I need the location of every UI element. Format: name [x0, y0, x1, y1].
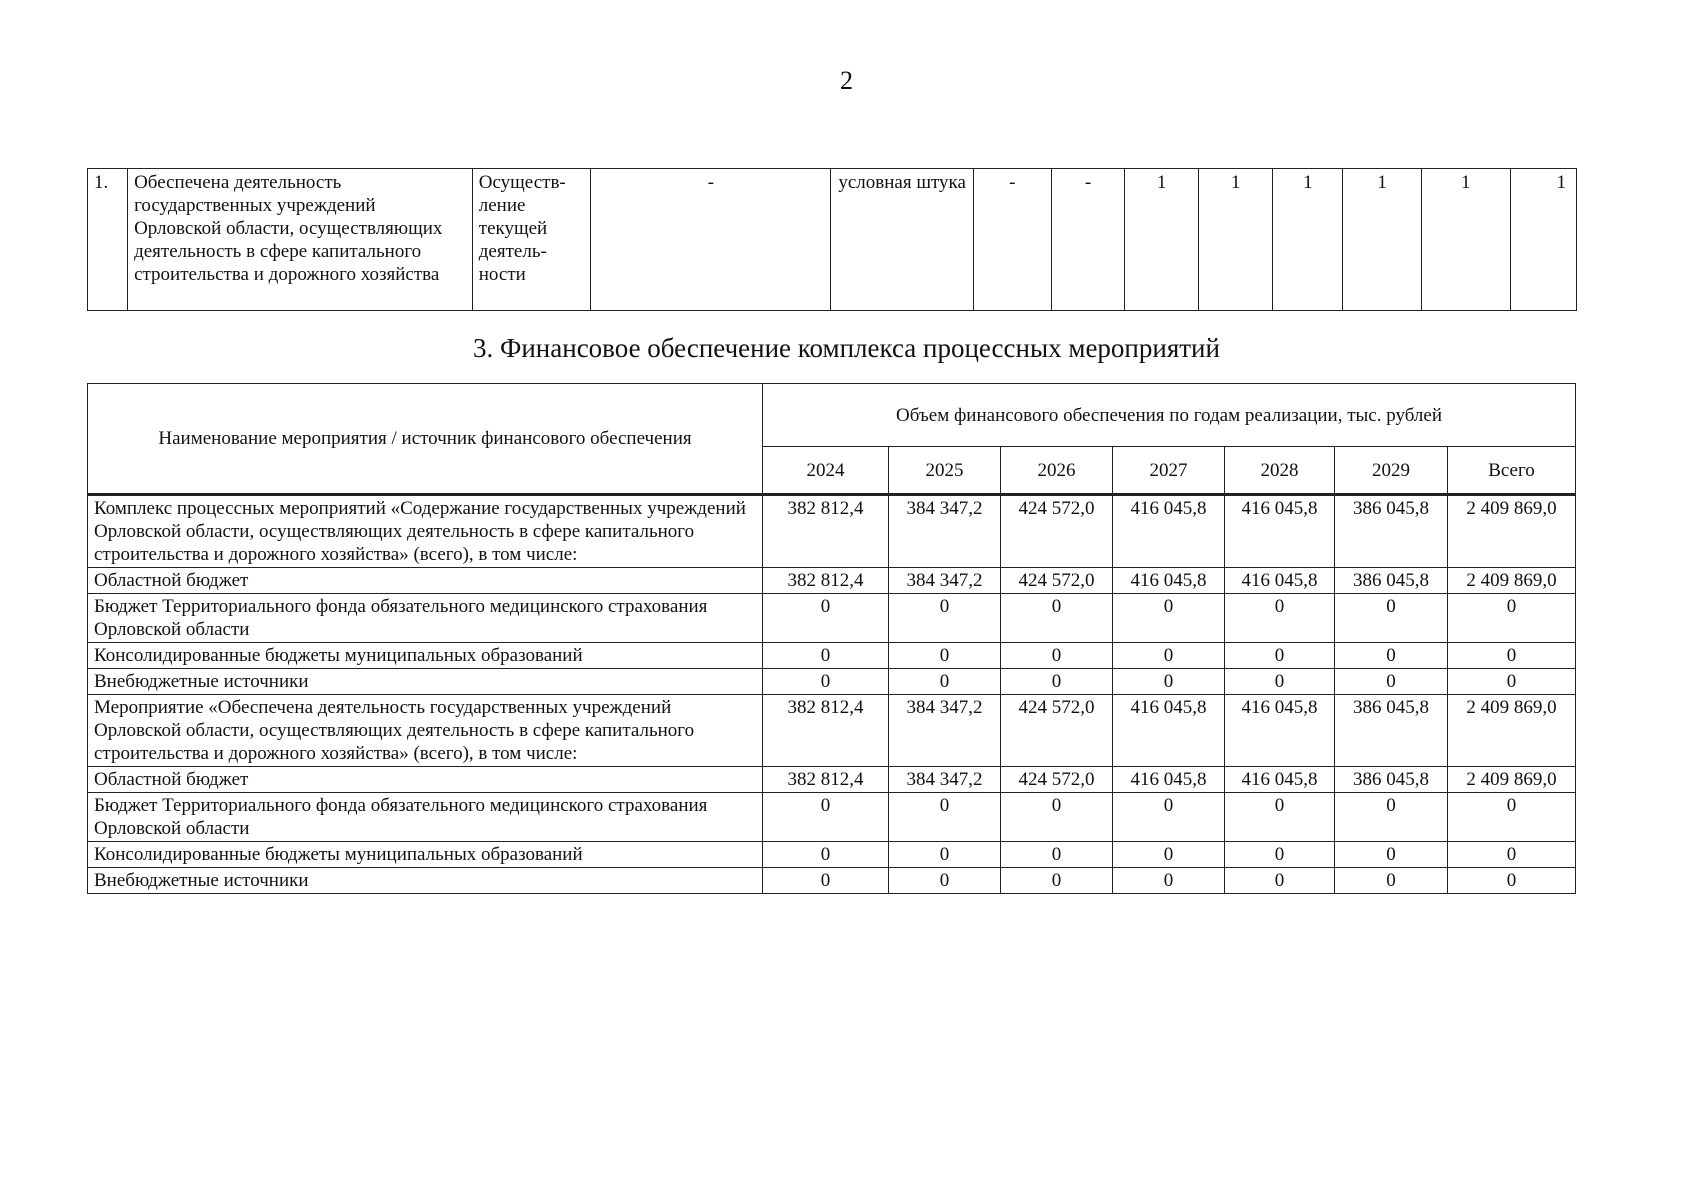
total-cell: 0 — [1448, 793, 1576, 842]
value-cell: 0 — [763, 868, 889, 894]
row-label: Внебюджетные источники — [88, 669, 763, 695]
results-table — [87, 168, 1577, 311]
row-label: Бюджет Территориального фонда обязательного медицинского страхования Орловской области — [88, 793, 763, 842]
row-number: 1. — [88, 169, 128, 311]
total-cell: 0 — [1448, 643, 1576, 669]
value-cell: 0 — [1335, 643, 1448, 669]
value-cell: 0 — [889, 594, 1001, 643]
task-type: Осуществ-ление текущей деятель-ности — [472, 169, 590, 311]
value-cell: 0 — [1113, 793, 1225, 842]
value-cell: 384 347,2 — [889, 695, 1001, 767]
value-cell: 0 — [1225, 643, 1335, 669]
value-cell: 1 — [1510, 169, 1576, 311]
total-cell: 2 409 869,0 — [1448, 695, 1576, 767]
value-cell: 0 — [1113, 669, 1225, 695]
table-row — [88, 767, 1576, 793]
finance-table — [87, 383, 1576, 894]
value-cell: 0 — [1225, 669, 1335, 695]
value-cell: 382 812,4 — [763, 568, 889, 594]
total-cell: 0 — [1448, 669, 1576, 695]
total-cell: 0 — [1448, 842, 1576, 868]
header-name: Наименование мероприятия / источник финансового обеспечения — [88, 384, 763, 495]
header-year: 2026 — [1001, 447, 1113, 495]
table-row — [88, 793, 1576, 842]
value-cell: 416 045,8 — [1113, 767, 1225, 793]
task-name: Обеспечена деятельность государственных учреждений Орловской области, осуществляющих деятельность в сфере капитального строительства и дорожного хозяйства — [128, 169, 473, 311]
value-cell: 0 — [1001, 793, 1113, 842]
table-row — [88, 643, 1576, 669]
value-cell: 1 — [1273, 169, 1343, 311]
value-cell: 0 — [889, 669, 1001, 695]
value-cell: 416 045,8 — [1225, 767, 1335, 793]
table-row — [88, 594, 1576, 643]
value-cell: 0 — [763, 643, 889, 669]
value-cell: 0 — [1001, 669, 1113, 695]
value-cell: 0 — [1001, 594, 1113, 643]
value-cell: 0 — [889, 643, 1001, 669]
value-cell: 424 572,0 — [1001, 767, 1113, 793]
value-cell: 1 — [1343, 169, 1421, 311]
value-cell: 0 — [1225, 842, 1335, 868]
unit-cell: условная штука — [831, 169, 973, 311]
row-label: Внебюджетные источники — [88, 868, 763, 894]
results-row — [88, 169, 1577, 311]
row-label: Консолидированные бюджеты муниципальных образований — [88, 643, 763, 669]
value-cell: 0 — [763, 669, 889, 695]
value-cell: 0 — [763, 793, 889, 842]
value-cell: 384 347,2 — [889, 495, 1001, 568]
value-cell: 0 — [889, 793, 1001, 842]
value-cell: 0 — [763, 594, 889, 643]
value-cell: 0 — [1225, 868, 1335, 894]
value-cell: 0 — [1225, 594, 1335, 643]
row-label: Областной бюджет — [88, 568, 763, 594]
value-cell: 386 045,8 — [1335, 767, 1448, 793]
cell-dash: - — [1051, 169, 1124, 311]
value-cell: 416 045,8 — [1113, 695, 1225, 767]
value-cell: 382 812,4 — [763, 767, 889, 793]
value-cell: 416 045,8 — [1225, 568, 1335, 594]
row-label: Комплекс процессных мероприятий «Содержание государственных учреждений Орловской области, осуществляющих деятельность в сфере капитального строительства и дорожного хозяйства» (всего), в том числе: — [88, 495, 763, 568]
header-total: Всего — [1448, 447, 1576, 495]
value-cell: 416 045,8 — [1225, 495, 1335, 568]
value-cell: 382 812,4 — [763, 495, 889, 568]
table-row — [88, 868, 1576, 894]
value-cell: 1 — [1125, 169, 1199, 311]
row-label: Консолидированные бюджеты муниципальных образований — [88, 842, 763, 868]
value-cell: 0 — [1001, 643, 1113, 669]
value-cell: 424 572,0 — [1001, 568, 1113, 594]
value-cell: 0 — [1335, 868, 1448, 894]
value-cell: 424 572,0 — [1001, 495, 1113, 568]
total-cell: 0 — [1448, 868, 1576, 894]
cell-dash: - — [591, 169, 831, 311]
section-title: 3. Финансовое обеспечение комплекса процессных мероприятий — [473, 333, 1220, 363]
table-row — [88, 669, 1576, 695]
value-cell: 1 — [1421, 169, 1510, 311]
value-cell: 416 045,8 — [1113, 495, 1225, 568]
table-row — [88, 495, 1576, 568]
value-cell: 424 572,0 — [1001, 695, 1113, 767]
total-cell: 2 409 869,0 — [1448, 568, 1576, 594]
value-cell: 0 — [1113, 594, 1225, 643]
total-cell: 2 409 869,0 — [1448, 767, 1576, 793]
value-cell: 386 045,8 — [1335, 495, 1448, 568]
value-cell: 0 — [1335, 793, 1448, 842]
value-cell: 0 — [1225, 793, 1335, 842]
row-label: Областной бюджет — [88, 767, 763, 793]
row-label: Мероприятие «Обеспечена деятельность государственных учреждений Орловской области, осуществляющих деятельность в сфере капитального строительства и дорожного хозяйства» (всего), в том числе: — [88, 695, 763, 767]
value-cell: 0 — [1335, 842, 1448, 868]
value-cell: 0 — [1001, 868, 1113, 894]
value-cell: 0 — [1001, 842, 1113, 868]
value-cell: 416 045,8 — [1113, 568, 1225, 594]
cell-dash: - — [973, 169, 1051, 311]
header-year: 2028 — [1225, 447, 1335, 495]
value-cell: 384 347,2 — [889, 767, 1001, 793]
value-cell: 386 045,8 — [1335, 568, 1448, 594]
header-year: 2024 — [763, 447, 889, 495]
value-cell: 0 — [1113, 868, 1225, 894]
value-cell: 0 — [1335, 669, 1448, 695]
value-cell: 382 812,4 — [763, 695, 889, 767]
table-row — [88, 842, 1576, 868]
table-row — [88, 695, 1576, 767]
value-cell: 0 — [763, 842, 889, 868]
value-cell: 386 045,8 — [1335, 695, 1448, 767]
value-cell: 0 — [1335, 594, 1448, 643]
header-year: 2025 — [889, 447, 1001, 495]
table-row — [88, 568, 1576, 594]
value-cell: 0 — [1113, 643, 1225, 669]
page-number: 2 — [840, 66, 853, 95]
row-label: Бюджет Территориального фонда обязательного медицинского страхования Орловской области — [88, 594, 763, 643]
total-cell: 2 409 869,0 — [1448, 495, 1576, 568]
total-cell: 0 — [1448, 594, 1576, 643]
value-cell: 1 — [1199, 169, 1273, 311]
header-year: 2027 — [1113, 447, 1225, 495]
value-cell: 384 347,2 — [889, 568, 1001, 594]
value-cell: 0 — [1113, 842, 1225, 868]
header-volume: Объем финансового обеспечения по годам реализации, тыс. рублей — [763, 384, 1576, 447]
header-year: 2029 — [1335, 447, 1448, 495]
value-cell: 0 — [889, 868, 1001, 894]
value-cell: 0 — [889, 842, 1001, 868]
value-cell: 416 045,8 — [1225, 695, 1335, 767]
